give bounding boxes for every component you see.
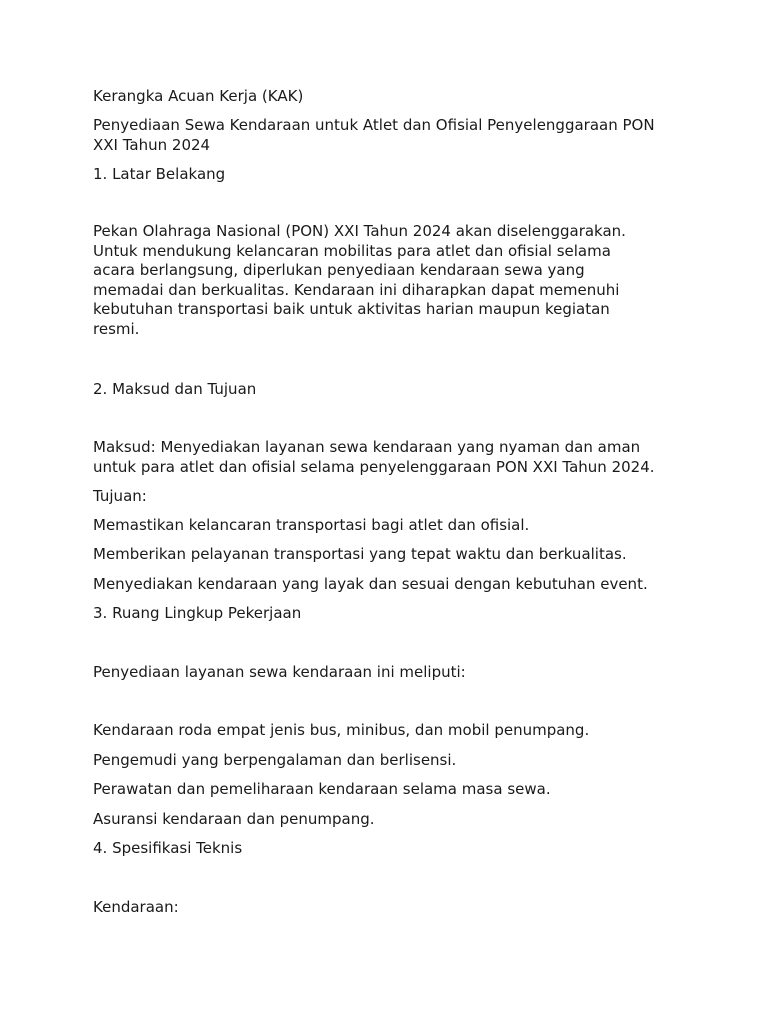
paragraph-line: Maksud: Menyediakan layanan sewa kendaraan yang nyaman dan aman: [93, 438, 641, 456]
list-item: Asuransi kendaraan dan penumpang.: [93, 810, 375, 828]
document-subtitle: [93, 116, 683, 155]
paragraph-line: Untuk mendukung kelancaran mobilitas para atlet dan ofisial selama: [93, 241, 611, 260]
section-heading-ruang-lingkup: 3. Ruang Lingkup Pekerjaan: [93, 604, 302, 622]
list-item: Memberikan pelayanan transportasi yang tepat waktu dan berkualitas.: [93, 545, 627, 563]
document-page: [93, 0, 693, 1024]
section-heading-spesifikasi-teknis: 4. Spesifikasi Teknis: [93, 839, 243, 857]
paragraph-line: resmi.: [93, 319, 140, 338]
tujuan-label: Tujuan:: [93, 487, 147, 505]
paragraph-line: untuk para atlet dan ofisial selama penyelenggaraan PON XXI Tahun 2024.: [93, 457, 655, 476]
document-title: Kerangka Acuan Kerja (KAK): [93, 87, 304, 105]
section-heading-latar-belakang: 1. Latar Belakang: [93, 165, 226, 183]
list-item: Perawatan dan pemeliharaan kendaraan selama masa sewa.: [93, 780, 551, 798]
list-item: Memastikan kelancaran transportasi bagi atlet dan ofisial.: [93, 516, 530, 534]
subtitle-line: XXI Tahun 2024: [93, 135, 211, 154]
paragraph-line: Pekan Olahraga Nasional (PON) XXI Tahun 2024 akan diselenggarakan.: [93, 222, 626, 240]
paragraph-maksud: [93, 438, 683, 477]
list-item: Kendaraan roda empat jenis bus, minibus, dan mobil penumpang.: [93, 721, 590, 739]
paragraph-line: acara berlangsung, diperlukan penyediaan kendaraan sewa yang: [93, 261, 585, 280]
paragraph-line: kebutuhan transportasi baik untuk aktivitas harian maupun kegiatan: [93, 300, 610, 319]
list-item: Menyediakan kendaraan yang layak dan sesuai dengan kebutuhan event.: [93, 575, 648, 593]
subtitle-line: Penyediaan Sewa Kendaraan untuk Atlet dan Ofisial Penyelenggaraan PON: [93, 116, 655, 134]
paragraph-line: memadai dan berkualitas. Kendaraan ini diharapkan dapat memenuhi: [93, 280, 620, 299]
kendaraan-label: Kendaraan:: [93, 898, 179, 916]
list-item: Pengemudi yang berpengalaman dan berlisensi.: [93, 751, 457, 769]
section-heading-maksud-tujuan: 2. Maksud dan Tujuan: [93, 380, 257, 398]
paragraph-latar-belakang: [93, 222, 683, 340]
ruang-lingkup-intro: Penyediaan layanan sewa kendaraan ini meliputi:: [93, 663, 466, 681]
